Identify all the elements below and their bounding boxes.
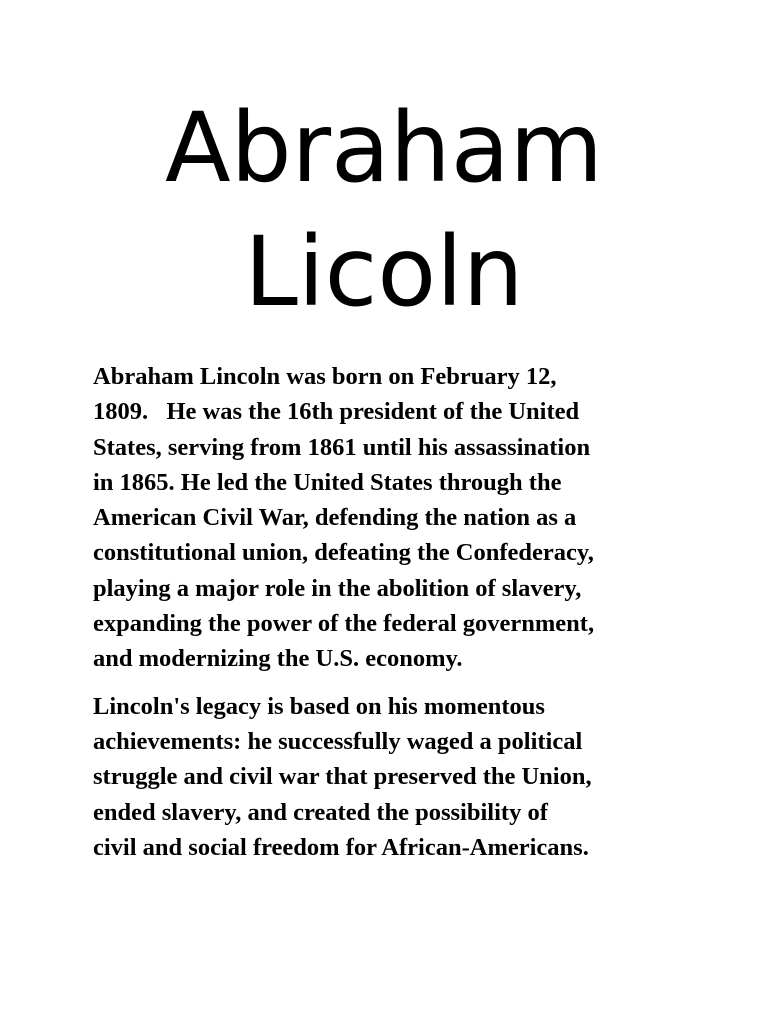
- text-line: American Civil War, defending the nation as a: [93, 504, 577, 532]
- document-title: [0, 86, 768, 334]
- text-line: constitutional union, defeating the Confederacy,: [93, 539, 594, 567]
- text-line: States, serving from 1861 until his assassination: [93, 433, 591, 461]
- title-line-1: Abraham: [164, 92, 604, 204]
- text-line: ended slavery, and created the possibility of: [93, 798, 548, 826]
- text-line: 1809. He was the 16th president of the United: [93, 398, 580, 426]
- text-line: and modernizing the U.S. economy.: [93, 645, 463, 673]
- text-line: achievements: he successfully waged a political: [93, 727, 583, 755]
- paragraph-2: [93, 689, 693, 865]
- text-line: struggle and civil war that preserved the Union,: [93, 763, 592, 791]
- paragraph-1: [93, 359, 693, 677]
- text-line: Abraham Lincoln was born on February 12,: [93, 363, 557, 390]
- text-line: expanding the power of the federal government,: [93, 610, 595, 638]
- text-line: playing a major role in the abolition of slavery,: [93, 574, 582, 602]
- document-body: [93, 359, 693, 865]
- text-line: civil and social freedom for African-Americans.: [93, 833, 589, 861]
- text-line: in 1865. He led the United States through the: [93, 468, 562, 496]
- title-line-2: Licoln: [244, 216, 524, 328]
- text-line: Lincoln's legacy is based on his momentous: [93, 692, 545, 720]
